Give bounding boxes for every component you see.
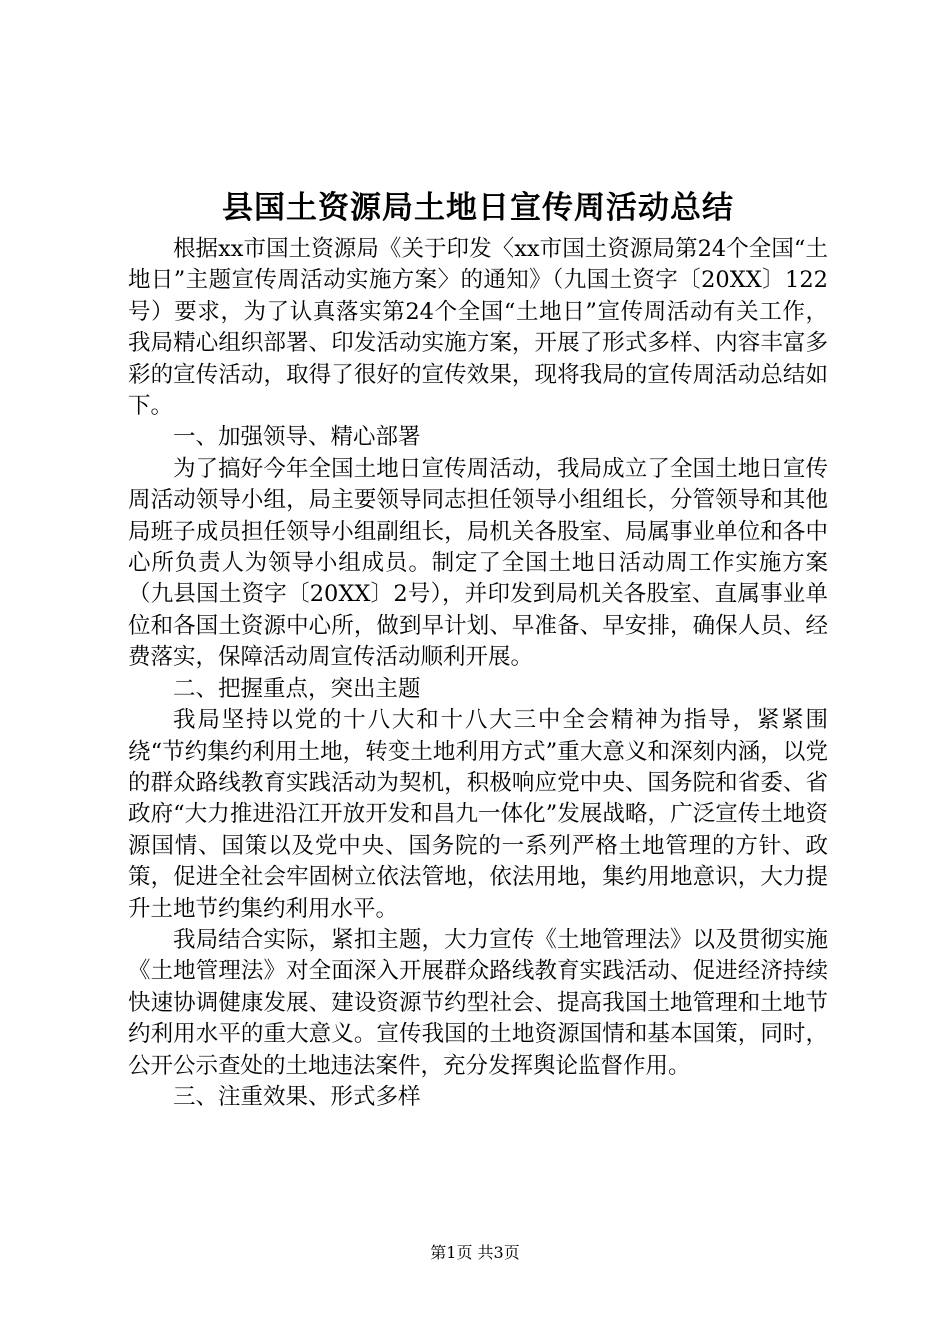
section-2-paragraph-1: 我局坚持以党的十八大和十八大三中全会精神为指导，紧紧围绕“节约集约利用土地，转变土地利用方式”重大意义和深刻内涵，以党的群众路线教育实践活动为契机，积极响应党中央、国务院和省委、省政府“大力推进沿江开放开发和昌九一体化”发展战略，广泛宣传土地资源国情、国策以及党中央、国务院的一系列严格土地管理的方针、政策，促进全社会牢固树立依法管地，依法用地，集约用地意识，大力提升土地节约集约利用水平。 bbox=[128, 707, 828, 922]
section-heading-2: 二、把握重点，突出主题 bbox=[173, 675, 421, 702]
page-footer: 第1页 共3页 bbox=[430, 1243, 520, 1262]
section-1-paragraph: 为了搞好今年全国土地日宣传周活动，我局成立了全国土地日宣传周活动领导小组，局主要领导同志担任领导小组组长，分管领导和其他局班子成员担任领导小组副组长，局机关各股室、局属事业单位和各中心所负责人为领导小组成员。制定了全国土地日活动周工作实施方案（九县国土资字〔20XX〕2号），并印发到局机关各股室、直属事业单位和各国土资源中心所，做到早计划、早准备、早安排，确保人员、经费落实，保障活动周宣传活动顺利开展。 bbox=[128, 455, 828, 671]
section-heading-1: 一、加强领导、精心部署 bbox=[173, 424, 421, 451]
document-title: 县国土资源局土地日宣传周活动总结 bbox=[222, 190, 734, 226]
intro-paragraph: 根据xx市国土资源局《关于印发〈xx市国土资源局第24个全国“土地日”主题宣传周活动实施方案〉的通知》（九国土资字〔20XX〕122号）要求，为了认真落实第24个全国“土地日”宣传周活动有关工作，我局精心组织部署、印发活动实施方案，开展了形式多样、内容丰富多彩的宣传活动，取得了很好的宣传效果，现将我局的宣传周活动总结如下。 bbox=[128, 236, 828, 420]
document-page bbox=[128, 182, 828, 1113]
section-2-paragraph-2: 我局结合实际，紧扣主题，大力宣传《土地管理法》以及贯彻实施《土地管理法》对全面深入开展群众路线教育实践活动、促进经济持续快速协调健康发展、建设资源节约型社会、提高我国土地管理和土地节约利用水平的重大意义。宣传我国的土地资源国情和基本国策，同时，公开公示查处的土地违法案件，充分发挥舆论监督作用。 bbox=[128, 926, 828, 1079]
section-heading-3: 三、注重效果、形式多样 bbox=[173, 1083, 421, 1110]
